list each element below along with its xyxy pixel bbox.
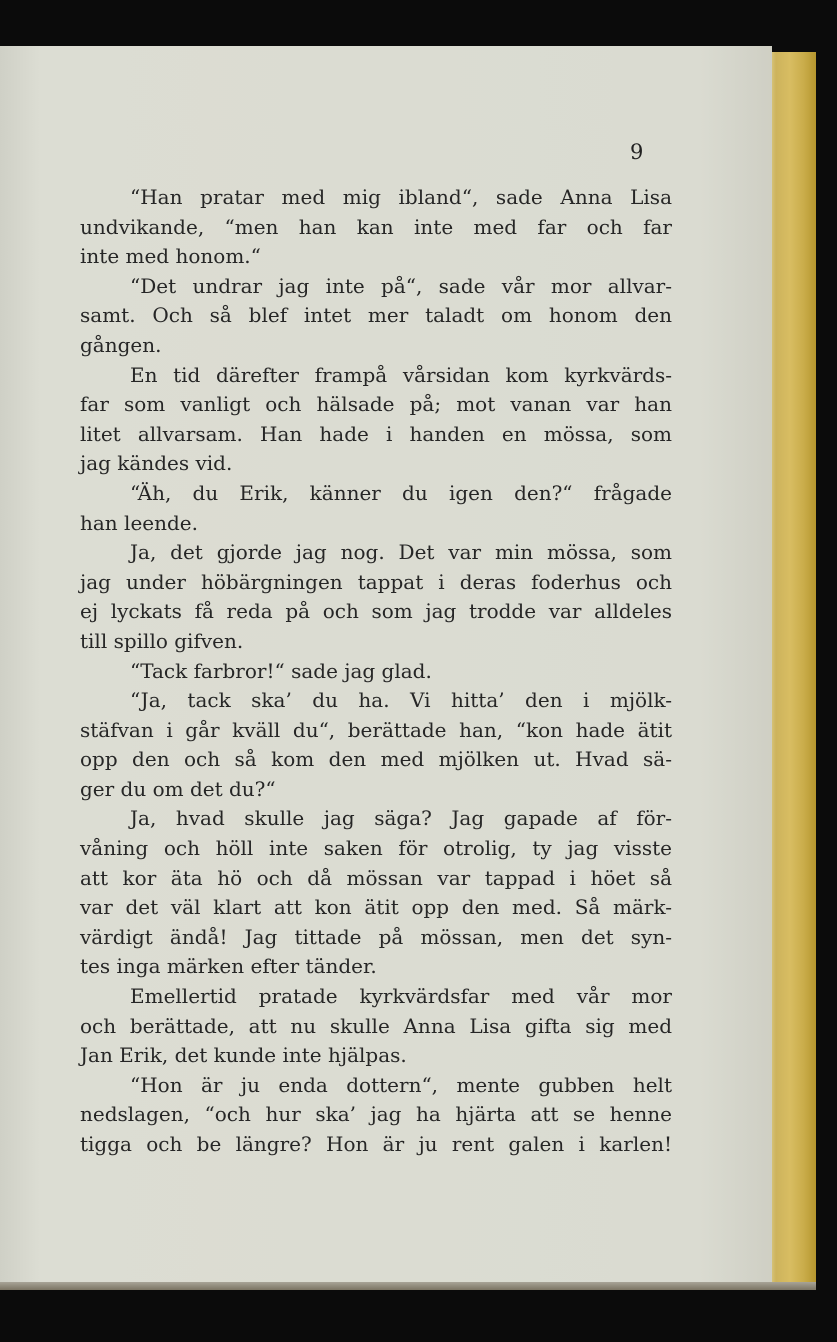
text-line: stäfvan i går kväll du“, berättade han, “kon hade ätit — [80, 717, 672, 742]
page-number: 9 — [630, 140, 644, 164]
text-line: gången. — [80, 332, 162, 357]
text-line: tes inga märken efter tänder. — [80, 954, 377, 979]
body-text — [80, 183, 672, 1160]
text-line: han leende. — [80, 510, 198, 535]
text-line: “Hon är ju enda dottern“, mente gubben helt — [130, 1072, 672, 1097]
text-line: “Det undrar jag inte på“, sade vår mor allvar- — [130, 273, 672, 298]
text-line: till spillo gifven. — [80, 628, 244, 653]
text-line: En tid därefter frampå vårsidan kom kyrkvärds- — [130, 362, 672, 387]
text-line: far som vanligt och hälsade på; mot vanan var han — [80, 392, 672, 417]
text-line: “Äh, du Erik, känner du igen den?“ frågade — [130, 480, 672, 505]
text-line: ej lyckats få reda på och som jag trodde var alldeles — [80, 599, 672, 624]
text-line: “Han pratar med mig ibland“, sade Anna Lisa — [130, 185, 672, 209]
text-line: opp den och så kom den med mjölken ut. Hvad sä- — [80, 747, 672, 772]
text-line: att kor äta hö och då mössan var tappad i höet så — [80, 865, 672, 890]
text-line: litet allvarsam. Han hade i handen en mössa, som — [80, 421, 672, 446]
text-line: “Ja, tack ska’ du ha. Vi hitta’ den i mjölk- — [130, 688, 672, 713]
text-line: jag under höbärgningen tappat i deras foderhus och — [80, 569, 672, 594]
text-line: ger du om det du?“ — [80, 776, 276, 801]
text-line: “Tack farbror!“ sade jag glad. — [130, 658, 432, 683]
text-line: var det väl klart att kon ätit opp den med. Så märk- — [80, 895, 672, 920]
text-line: undvikande, “men han kan inte med far och far — [80, 214, 672, 239]
text-line: nedslagen, “och hur ska’ jag ha hjärta att se henne — [80, 1102, 672, 1127]
text-line: inte med honom.“ — [80, 244, 261, 269]
text-line: samt. Och så blef intet mer taladt om honom den — [80, 303, 672, 328]
text-line: värdigt ändå! Jag tittade på mössan, men det syn- — [80, 924, 672, 949]
text-line: våning och höll inte saken för otrolig, ty jag visste — [80, 836, 672, 861]
text-line: jag kändes vid. — [80, 451, 233, 476]
text-line: Jan Erik, det kunde inte hjälpas. — [80, 1043, 407, 1068]
text-line: Emellertid pratade kyrkvärdsfar med vår mor — [130, 984, 672, 1009]
text-line: Ja, det gjorde jag nog. Det var min mössa, som — [130, 540, 672, 565]
text-line: och berättade, att nu skulle Anna Lisa gifta sig med — [80, 1013, 672, 1038]
page-edge-bottom — [0, 1282, 816, 1290]
text-line: Ja, hvad skulle jag säga? Jag gapade af för- — [130, 806, 672, 831]
text-line: tigga och be längre? Hon är ju rent galen i karlen! — [80, 1132, 672, 1156]
